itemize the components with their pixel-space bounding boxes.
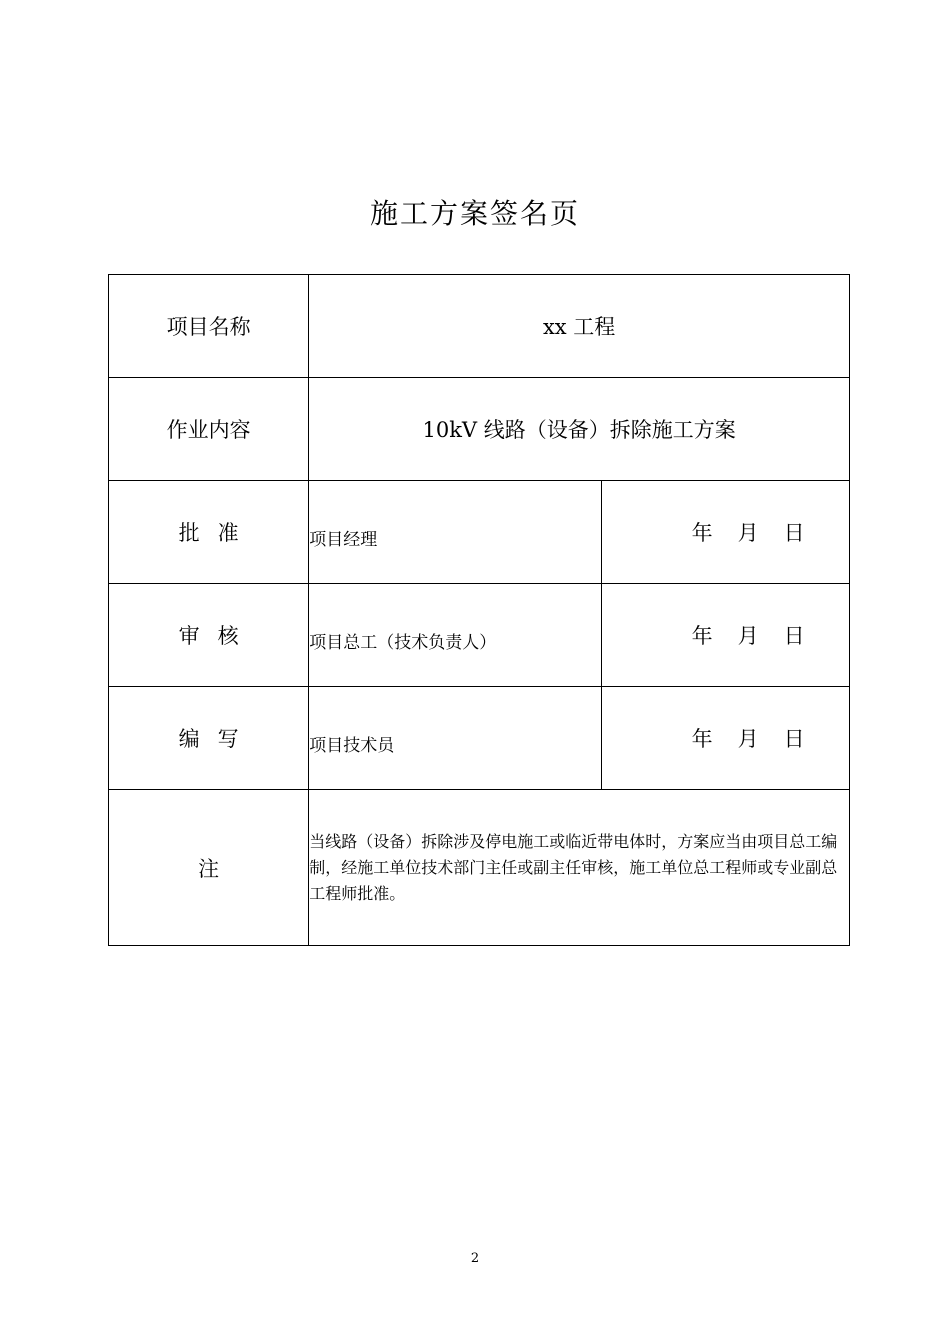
row-work-content (109, 378, 850, 481)
row-project-name (109, 275, 850, 378)
work-content-value: 10kV 线路（设备）拆除施工方案 (309, 378, 850, 481)
work-content-label: 作业内容 (109, 378, 309, 481)
compile-label-cell (109, 687, 309, 790)
signature-table (108, 274, 850, 946)
page-number: 2 (470, 1251, 480, 1266)
review-year: 年 (691, 624, 713, 648)
row-approve (109, 481, 850, 584)
compile-year: 年 (691, 727, 713, 751)
approve-month: 月 (737, 521, 759, 545)
review-role: 项目总工（技术负责人） (309, 584, 601, 687)
approve-label-cell (109, 481, 309, 584)
review-label: 审核 (178, 624, 257, 648)
row-review (109, 584, 850, 687)
approve-year: 年 (691, 521, 713, 545)
compile-day: 日 (783, 727, 805, 751)
approve-date (601, 481, 849, 584)
approve-day: 日 (783, 521, 805, 545)
row-compile (109, 687, 850, 790)
project-name-label: 项目名称 (109, 275, 309, 378)
row-note (109, 790, 850, 946)
compile-month: 月 (737, 727, 759, 751)
compile-role: 项目技术员 (309, 687, 601, 790)
approve-label: 批准 (178, 521, 257, 545)
compile-date (601, 687, 849, 790)
compile-label: 编写 (178, 727, 257, 751)
note-text: 当线路（设备）拆除涉及停电施工或临近带电体时，方案应当由项目总工编制，经施工单位技术部门主任或副主任审核，施工单位总工程师或专业副总工程师批准。 (309, 790, 850, 946)
review-day: 日 (783, 624, 805, 648)
note-label: 注 (109, 790, 309, 946)
page-title: 施工方案签名页 (369, 197, 580, 230)
approve-role: 项目经理 (309, 481, 601, 584)
review-month: 月 (737, 624, 759, 648)
review-date (601, 584, 849, 687)
project-name-value: xx 工程 (309, 275, 850, 378)
review-label-cell (109, 584, 309, 687)
